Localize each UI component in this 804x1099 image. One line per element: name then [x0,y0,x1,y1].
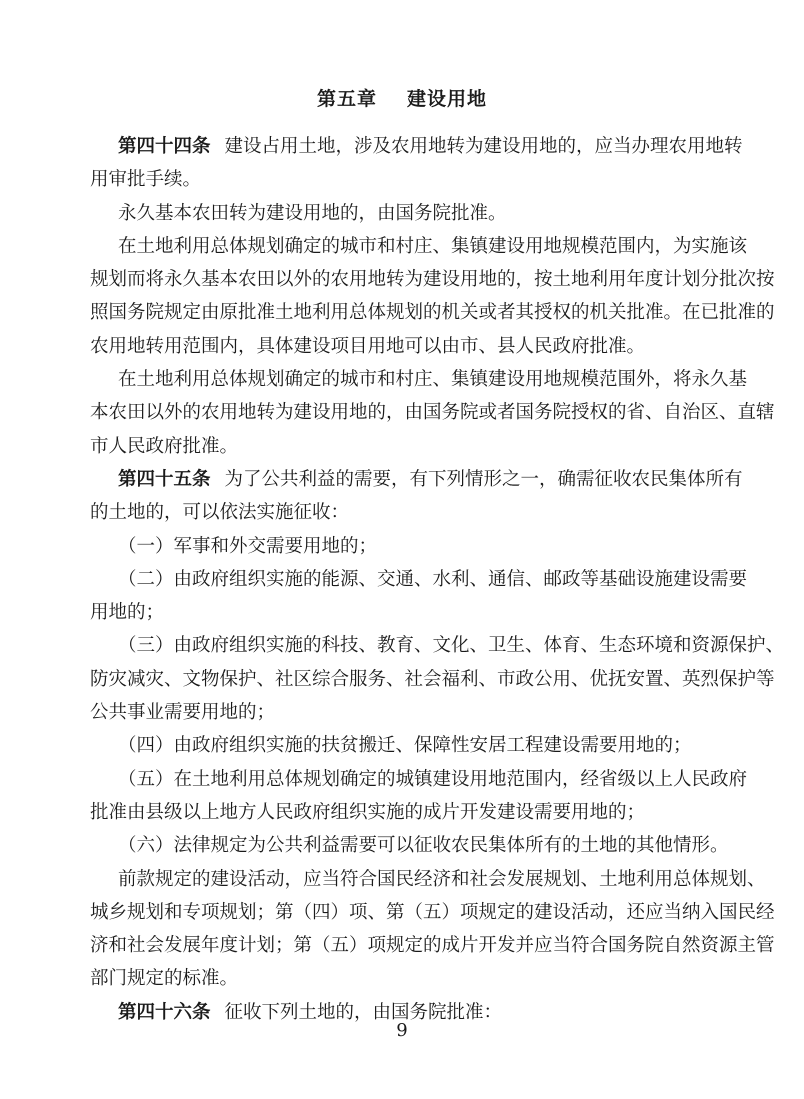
line-text: （四）由政府组织实施的扶贫搬迁、保障性安居工程建设需要用地的； [118,735,692,757]
line-text: 规划而将永久基本农田以外的农用地转为建设用地的，按土地利用年度计划分批次按 [90,269,775,291]
text-line [90,962,718,995]
text-line [90,729,718,762]
line-text: 农用地转用范围内，具体建设项目用地可以由市、县人民政府批准。 [90,335,646,357]
line-text: 照国务院规定由原批准土地利用总体规划的机关或者其授权的机关批准。在已批准的 [90,302,775,324]
text-line [90,829,729,862]
line-text: 征收下列土地的，由国务院批准： [224,1001,503,1023]
paragraph [90,629,785,729]
text-line [90,296,775,329]
article-paragraph [90,130,743,197]
article-number: 第四十六条 [118,1001,211,1023]
line-text: 济和社会发展年度计划；第（五）项规定的成片开发并应当符合国务院自然资源主管 [90,935,775,957]
text-line [90,796,718,829]
text-line [90,197,718,230]
text-line [90,896,775,929]
paragraph [90,563,748,630]
line-text: 城乡规划和专项规划；第（四）项、第（五）项规定的建设活动，还应当纳入国民经 [90,901,775,923]
paragraph [90,363,775,463]
text-line [90,863,766,896]
article-paragraph [90,463,743,530]
paragraph [90,530,718,563]
text-line [90,496,718,529]
paragraph [90,763,748,830]
line-text: 建设占用土地，涉及农用地转为建设用地的，应当办理农用地转 [224,136,743,157]
text-line [90,696,718,729]
line-text: （一）军事和外交需要用地的； [118,535,378,557]
paragraph [90,197,718,230]
text-line [90,163,718,196]
text-line [90,596,718,629]
line-text: 本农田以外的农用地转为建设用地的，由国务院或者国务院授权的省、自治区、直辖 [90,402,775,424]
line-text: 用地的； [90,602,165,624]
line-text: （三）由政府组织实施的科技、教育、文化、卫生、体育、生态环境和资源保护、 [118,635,785,657]
line-text: 在土地利用总体规划确定的城市和村庄、集镇建设用地规模范围内，为实施该 [118,235,748,257]
text-line [90,530,718,563]
text-line [90,330,718,363]
line-text: 永久基本农田转为建设用地的，由国务院批准。 [118,202,507,224]
line-text: 公共事业需要用地的； [90,702,276,724]
line-text: 为了公共利益的需要，有下列情形之一，确需征收农民集体所有 [224,468,743,490]
text-line [90,130,743,163]
text-line [90,763,748,796]
paragraph [90,863,775,996]
line-text: （二）由政府组织实施的能源、交通、水利、通信、邮政等基础设施建设需要 [118,568,748,590]
text-line [90,663,775,696]
article-number: 第四十四条 [118,136,211,157]
document-body [90,130,785,1029]
line-text: 部门规定的标准。 [90,968,239,990]
text-line [90,396,775,429]
text-line [90,230,748,263]
text-line [90,430,718,463]
line-text: 防灾减灾、文物保护、社区综合服务、社会福利、市政公用、优抚安置、英烈保护等 [90,668,775,690]
line-text: 前款规定的建设活动，应当符合国民经济和社会发展规划、土地利用总体规划、 [118,868,766,890]
paragraph [90,729,718,762]
text-line [90,563,748,596]
text-line [90,929,775,962]
paragraph [90,829,729,862]
page-number: 9 [396,1020,408,1041]
chapter-number: 第五章 [316,88,377,110]
line-text: 在土地利用总体规划确定的城市和村庄、集镇建设用地规模范围外，将永久基 [118,369,748,391]
paragraph [90,230,775,363]
text-line [90,263,775,296]
chapter-title: 建设用地 [407,88,488,110]
line-text: （六）法律规定为公共利益需要可以征收农民集体所有的土地的其他情形。 [118,835,729,857]
line-text: 市人民政府批准。 [90,435,239,457]
text-line [90,463,743,496]
text-line [90,363,748,396]
line-text: 的土地的，可以依法实施征收： [90,502,350,524]
chapter-heading [0,84,804,111]
line-text: 批准由县级以上地方人民政府组织实施的成片开发建设需要用地的； [90,801,646,823]
line-text: 用审批手续。 [90,169,202,191]
line-text: （五）在土地利用总体规划确定的城镇建设用地范围内，经省级以上人民政府 [118,768,748,790]
text-line [90,629,785,662]
article-number: 第四十五条 [118,468,211,490]
